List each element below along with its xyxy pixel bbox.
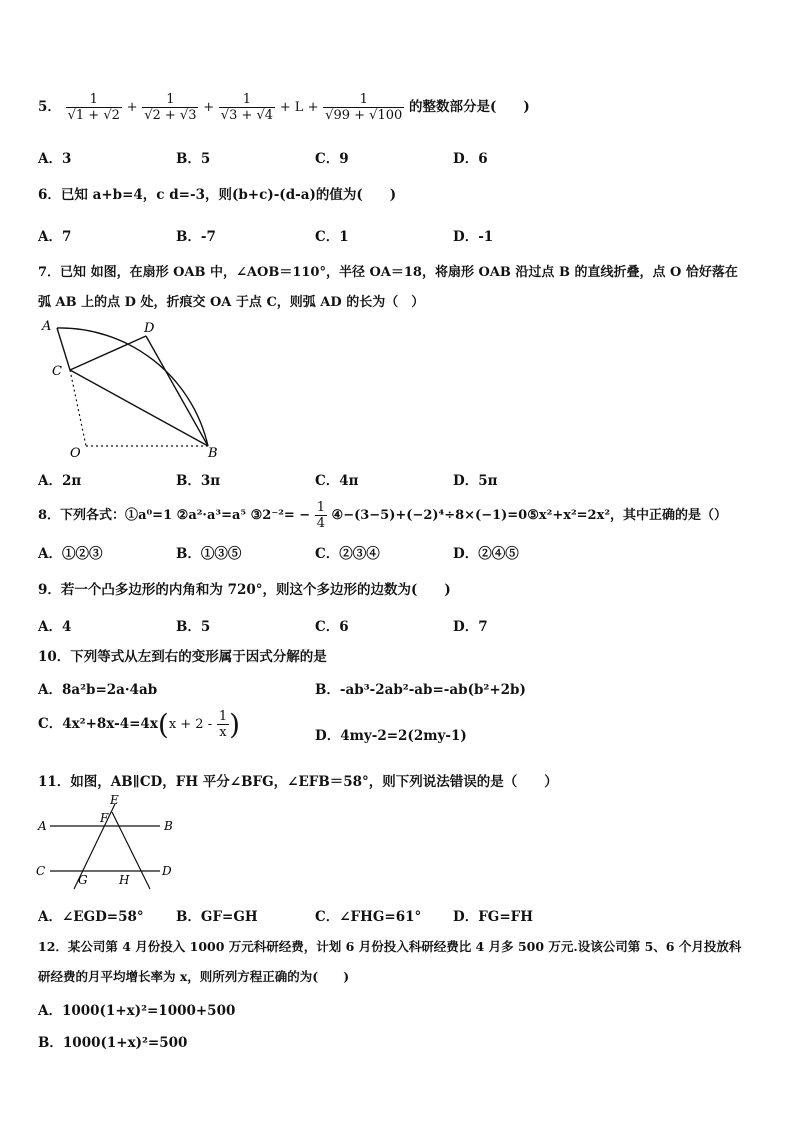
question-7-line-1: 7．已知 如图，在扇形 OAB 中，∠AOB＝110°，半径 OA＝18，将扇形 OAB 沿过点 B 的直线折叠，点 O 恰好落在 xyxy=(38,265,738,280)
q10-option-d[interactable]: D．4my-2=2(2my-1) xyxy=(315,728,467,744)
q6-option-a[interactable]: A．7 xyxy=(38,229,72,245)
fraction-quarter: $\frac{1}{4}$ xyxy=(316,500,326,531)
line-fh xyxy=(112,812,150,889)
sector-figure xyxy=(38,314,218,460)
label-d: D xyxy=(162,864,172,878)
q6-option-b[interactable]: B．-7 xyxy=(176,229,216,245)
label-a: A xyxy=(38,819,47,833)
label-e: E xyxy=(110,793,119,807)
label-g: G xyxy=(78,873,88,887)
q7-option-b[interactable]: B．3π xyxy=(176,473,221,489)
question-6: 6．已知 a+b=4，c d=-3，则(b+c)-(d-a)的值为( ) xyxy=(38,187,397,203)
q10-option-c[interactable]: C．4x²+8x-4=4x(x + 2 - $\frac{1}{x}$ ) xyxy=(38,708,241,741)
fraction-2: $\frac{1}{√2 + √3}$ xyxy=(144,92,197,123)
q8-option-b[interactable]: B．①③⑤ xyxy=(176,546,242,562)
q8-option-d[interactable]: D．②④⑤ xyxy=(453,546,519,562)
q9-option-c[interactable]: C．6 xyxy=(315,619,349,635)
arc-ab xyxy=(57,328,208,446)
q11-option-a[interactable]: A．∠EGD=58° xyxy=(38,909,144,925)
label-d: D xyxy=(144,321,155,336)
label-a: A xyxy=(42,319,52,334)
label-c: C xyxy=(52,364,62,379)
fraction-4: $\frac{1}{√99 + √100}$ xyxy=(325,92,403,123)
question-12-line-2: 研经费的月平均增长率为 x，则所列方程正确的为( ) xyxy=(38,969,350,984)
question-10: 10．下列等式从左到右的变形属于因式分解的是 xyxy=(38,649,327,665)
q7-option-d[interactable]: D．5π xyxy=(453,473,498,489)
q10-option-b[interactable]: B．-ab³-2ab²-ab=-ab(b²+2b) xyxy=(315,682,526,698)
question-5: 5． $\frac{1}{√1 + √2}$ + $\frac{1}{√2 + √3}$ + $\frac{1}{√3 + √4}$ + L + $\frac{1}{√99 + √100}$ 的整数部分是( ) xyxy=(38,92,530,123)
question-9: 9．若一个凸多边形的内角和为 720°，则这个多边形的边数为( ) xyxy=(38,582,451,598)
label-b: B xyxy=(164,819,173,833)
q8-option-c[interactable]: C．②③④ xyxy=(315,546,380,562)
q12-option-b[interactable]: B．1000(1+x)²=500 xyxy=(38,1035,188,1051)
label-f: F xyxy=(100,811,109,825)
label-c: C xyxy=(36,864,46,878)
q8-option-a[interactable]: A．①②③ xyxy=(38,546,103,562)
q11-option-b[interactable]: B．GF=GH xyxy=(176,909,258,925)
q6-option-d[interactable]: D．-1 xyxy=(453,229,494,245)
q12-option-a[interactable]: A．1000(1+x)²=1000+500 xyxy=(38,1003,236,1019)
question-7-line-2: 弧 AB 上的点 D 处，折痕交 OA 于点 C，则弧 AD 的长为（ ） xyxy=(38,295,425,310)
q5-option-c[interactable]: C．9 xyxy=(315,151,349,167)
question-8: 8．下列各式：①a⁰=1 ②a²·a³=a⁵ ③2⁻²= − $\frac{1}{4}$ ④−(3−5)+(−2)⁴÷8×(−1)=0⑤x²+x²=2x²，其中正确的是（） xyxy=(38,500,728,531)
q11-option-c[interactable]: C．∠FHG=61° xyxy=(315,909,422,925)
q5-option-b[interactable]: B．5 xyxy=(176,151,211,167)
q9-option-a[interactable]: A．4 xyxy=(38,619,72,635)
q9-option-d[interactable]: D．7 xyxy=(453,619,488,635)
label-b: B xyxy=(208,446,218,460)
segment-cd xyxy=(70,336,146,370)
q10-option-a[interactable]: A．8a²b=2a·4ab xyxy=(38,682,158,698)
fraction-3: $\frac{1}{√3 + √4}$ xyxy=(220,92,274,123)
q11-option-d[interactable]: D．FG=FH xyxy=(453,909,533,925)
q5-option-a[interactable]: A．3 xyxy=(38,151,72,167)
segment-co-dotted xyxy=(70,370,86,446)
question-11: 11．如图，AB∥CD，FH 平分∠BFG，∠EFB＝58°，则下列说法错误的是（ ） xyxy=(38,774,558,790)
q9-option-b[interactable]: B．5 xyxy=(176,619,211,635)
q7-option-a[interactable]: A．2π xyxy=(38,473,82,489)
q7-option-c[interactable]: C．4π xyxy=(315,473,359,489)
fraction-one-over-x: $\frac{1}{x}$ xyxy=(218,709,228,740)
q5-option-d[interactable]: D．6 xyxy=(453,151,488,167)
question-12-line-1: 12．某公司第 4 月份投入 1000 万元科研经费，计划 6 月份投入科研经费比 4 月多 500 万元.设该公司第 5、6 个月投放科 xyxy=(38,939,742,954)
fraction-1: $\frac{1}{√1 + √2}$ xyxy=(67,92,120,123)
q6-option-c[interactable]: C．1 xyxy=(315,229,349,245)
label-o: O xyxy=(70,446,81,460)
parallel-lines-figure xyxy=(34,792,184,892)
label-h: H xyxy=(119,873,130,887)
